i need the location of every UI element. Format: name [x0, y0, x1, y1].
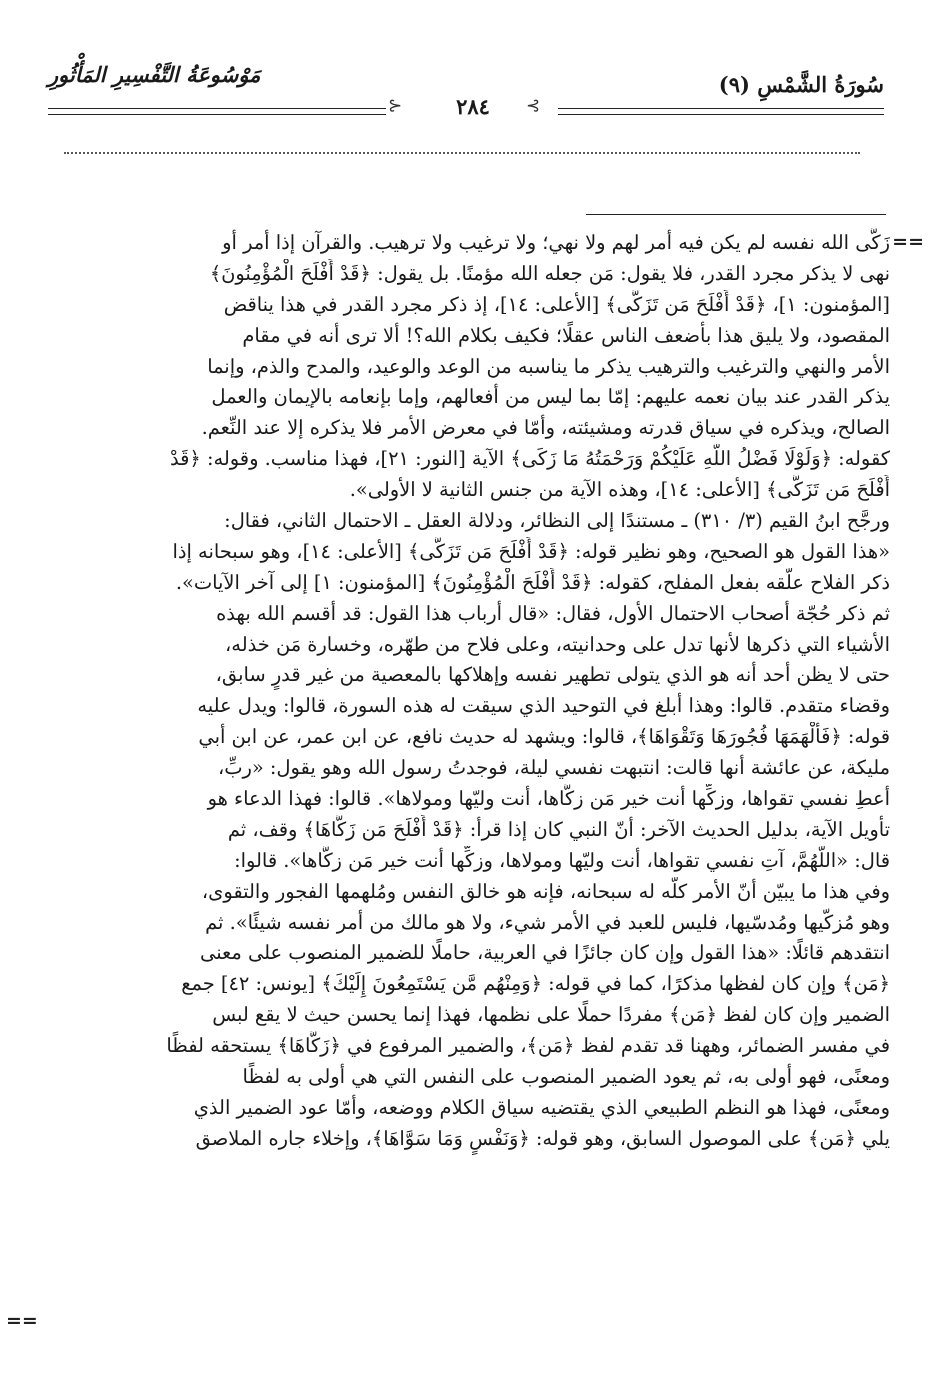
- text-line: الأشياء التي ذكرها لأنها تدل على وحدانيته، وعلى فلاح من طهّره، وخسارة مَن خذله،: [225, 632, 890, 656]
- footnote-rule: [586, 214, 886, 215]
- text-line: أعطِ نفسي تقواها، وزكِّها أنت خير مَن زكَّاها، أنت وليّها ومولاها». قالوا: فهذا الدعاء هو: [207, 787, 890, 811]
- text-line: ذكر الفلاح علّقه بفعل المفلح، كقوله: ﴿قَدْ أَفْلَحَ الْمُؤْمِنُونَ﴾ [المؤمنون: ١] إلى آخر الآيات».: [175, 570, 890, 594]
- text-line: حتى لا يظن أحد أنه هو الذي يتولى تطهير نفسه وإهلاكها بالمعصية من غير قدرٍ سابق،: [215, 663, 890, 687]
- text-line: المقصود، ولا يليق هذا بأضعف الناس عقلًا؛ فكيف بكلام الله؟! ألا ترى أنه في مقام: [242, 323, 890, 347]
- text-line: ثم ذكر حُجّة أصحاب الاحتمال الأول، فقال: «قال أرباب هذا القول: قد أقسم الله بهذه: [216, 601, 890, 625]
- book-title: مَوْسُوعَةُ التَّفْسِيرِ المَأْثُورِ: [48, 62, 261, 87]
- dotted-separator: [64, 152, 860, 164]
- text-line: كقوله: ﴿وَلَوْلَا فَضْلُ اللَّهِ عَلَيْكُمْ وَرَحْمَتُهُ مَا زَكَى﴾ الآية [النور: ٢١]، فهذا مناسب. وقوله: ﴿قَدْ: [169, 447, 890, 471]
- text-line: الضمير وإن كان لفظ ﴿مَن﴾ مفردًا حملًا على نظمها، فهذا إنما يحسن حيث لا يقع لبس: [212, 1003, 890, 1027]
- text-line: نهى لا يذكر مجرد القدر، فلا يقول: مَن جعله الله مؤمنًا. بل يقول: ﴿قَدْ أَفْلَحَ الْمُؤْمِنُونَ﴾: [209, 261, 890, 285]
- body-text: [40, 228, 890, 1155]
- text-line: الأمر والنهي والترغيب والترهيب يذكر ما يناسبه من الوعد والوعيد، والمدح والذم، وإنما: [207, 354, 890, 378]
- text-line: يذكر القدر عند بيان نعمه عليهم: إمّا بما ليس من أفعالهم، وإما بإنعامه بالإيمان والعمل: [211, 385, 890, 409]
- text-line: وقضاء متقدم. قالوا: وهذا أبلغ في التوحيد الذي سيقت له هذه السورة، قالوا: ويدل عليه: [197, 694, 890, 718]
- text-line: وهو مُزكّيها ومُدسّيها، فليس للعبد في الأمر شيء، ولا هو مالك من أمر نفسه شيئًا». ثم: [205, 910, 890, 934]
- header-rule-left-thin: [48, 114, 386, 115]
- continuation-marker-bottom: ==: [6, 1310, 38, 1332]
- surah-title: سُورَةُ الشَّمْسِ (٩): [718, 72, 884, 97]
- header-rule-left: [48, 108, 386, 109]
- text-line: مليكة، عن عائشة أنها قالت: انتبهت نفسي ليلة، فوجدتُ رسول الله وهو يقول: «ربِّ،: [217, 756, 890, 780]
- header-rule-right: [558, 108, 884, 109]
- text-line: الصالح، ويذكره في سياق قدرته ومشيئته، وأمّا في معرض الأمر فلا يذكره إلا عند النِّعم.: [201, 416, 890, 440]
- text-line: ومعنًى، فهو أولى به، ثم يعود الضمير المنصوب على النفس التي هي أولى به لفظًا: [242, 1065, 890, 1089]
- page-header: [48, 58, 884, 120]
- ornament-left-icon: ⊰: [388, 96, 403, 116]
- text-line: انتقدهم قائلًا: «هذا القول وإن كان جائزًا في العربية، حاملًا للضمير المنصوب على معنى: [200, 941, 890, 965]
- text-line: أَفْلَحَ مَن تَزَكَّى﴾ [الأعلى: ١٤]، وهذه الآية من جنس الثانية لا الأولى».: [349, 478, 890, 502]
- text-line: وفي هذا ما يبيّن أنّ الأمر كلّه له سبحانه، فإنه هو خالق النفس ومُلهمها الفجور والتقوى،: [201, 879, 890, 903]
- header-rule-right-thin: [558, 114, 884, 115]
- text-line: ومعنًى، فهذا هو النظم الطبيعي الذي يقتضيه سياق الكلام ووضعه، وأمّا عود الضمير الذي: [193, 1095, 890, 1119]
- text-line: في مفسر الضمائر، وههنا قد تقدم لفظ ﴿مَن﴾، والضمير المرفوع في ﴿زَكَّاهَا﴾ يستحقه لفظًا: [166, 1034, 890, 1058]
- page-number: ٢٨٤: [428, 94, 518, 119]
- text-line: [المؤمنون: ١]، ﴿قَدْ أَفْلَحَ مَن تَزَكَّى﴾ [الأعلى: ١٤]، إذ ذكر مجرد القدر في هذا يناقض: [223, 292, 890, 316]
- ornament-right-icon: ⊱: [526, 96, 541, 116]
- text-line: زَكَّى الله نفسه لم يكن فيه أمر لهم ولا نهي؛ ولا ترغيب ولا ترهيب. والقرآن إذا أمر أو: [222, 231, 890, 254]
- text-line: ورجَّح ابنُ القيم (٣/ ٣١٠) ـ مستندًا إلى النظائر، ودلالة العقل ـ الاحتمال الثاني، فقال:: [224, 509, 890, 533]
- text-line: قال: «اللَّهُمَّ، آتِ نفسي تقواها، أنت وليّها ومولاها، وزكِّها أنت خير مَن زكَّاها». قالوا:: [234, 848, 890, 872]
- text-line: يلي ﴿مَن﴾ على الموصول السابق، وهو قوله: ﴿وَنَفْسٍ وَمَا سَوَّاهَا﴾، وإخلاء جاره الملاصق: [195, 1126, 890, 1150]
- text-line: قوله: ﴿فَأَلْهَمَهَا فُجُورَهَا وَتَقْوَاهَا﴾، قالوا: ويشهد له حديث نافع، عن ابن عمر، عن ابن أبي: [198, 725, 890, 749]
- text-line: تأويل الآية، بدليل الحديث الآخر: أنّ النبي كان إذا قرأ: ﴿قَدْ أَفْلَحَ مَن زَكَّاهَا﴾ وقف، ثم: [227, 817, 890, 841]
- text-line: ﴿مَن﴾ وإن كان لفظها مذكرًا، كما في قوله: ﴿وَمِنْهُم مَّن يَسْتَمِعُونَ إِلَيْكَ﴾ [يونس: ٤٢] جمع: [181, 972, 890, 996]
- text-line: «هذا القول هو الصحيح، وهو نظير قوله: ﴿قَدْ أَفْلَحَ مَن تَزَكَّى﴾ [الأعلى: ١٤]، وهو سبحانه إذا: [172, 539, 890, 563]
- continuation-marker-top: ==: [892, 231, 924, 253]
